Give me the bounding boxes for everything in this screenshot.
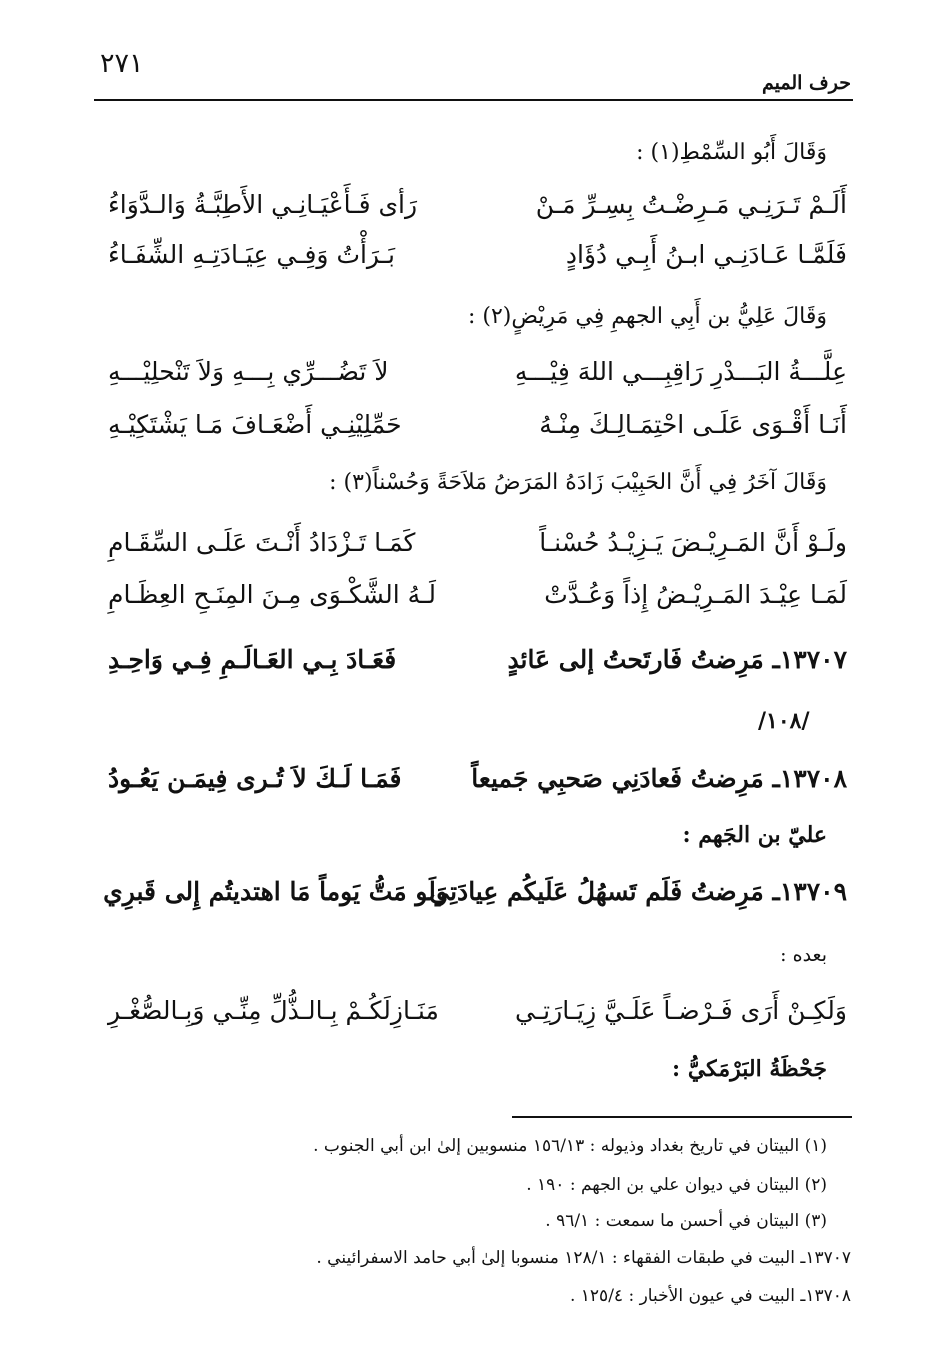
entry-13707-number: ١٣٧٠٧ـ xyxy=(772,645,847,674)
entry-13708-number: ١٣٧٠٨ـ xyxy=(772,764,847,793)
entry-13708-second-hemistich: فَمَـا لَـكَ لاَ تُـرى فِيمَـن يَعُـودُ xyxy=(108,764,402,793)
verse-2-second-hemistich: بَـرَأْتُ وَفِـي عِيَـادَتِـهِ الشِّفَـاءُ xyxy=(108,240,396,269)
entry-13707-reference: /١٠٨/ xyxy=(758,708,810,734)
entry-13709-text: مَرِضتُ فَلَم تَسهُلُ عَلَيكُم عِيادَتِي xyxy=(429,877,764,906)
label-after-it: بعده : xyxy=(780,944,827,966)
verse-4-second-hemistich: حَمِّلِيْنِـي أَضْعَـافَ مَـا يَشْتَكِيْـهِ xyxy=(108,410,402,439)
verse-6-second-hemistich: لَـهُ الشَّكْـوَى مِـنَ المِنَـحِ العِظَـامِ xyxy=(108,580,436,609)
verse-after-first-hemistich: وَلَكِـنْ أَرَى فَـرْضـاً عَلَـيَّ زِيَـارَتِـي xyxy=(515,996,847,1025)
verse-1-second-hemistich: رَأى فَـأَعْيَـانِـي الأَطِبَّـةُ وَالـدَّوَاءُ xyxy=(108,190,418,219)
entry-13709-first-hemistich xyxy=(429,877,847,906)
verse-5-first-hemistich: ولَـوْ أَنَّ المَـرِيْـضَ يَـزِيْـدُ حُسْنـاً xyxy=(539,528,847,557)
verse-3-first-hemistich: عِلَّـــةُ البَـــدْرِ رَاقِبِـــي اللهَ فِيْـــهِ xyxy=(514,357,847,386)
verse-4-first-hemistich: أَنَـا أَقْـوَى عَلَـى احْتِمَـالِـكَ مِنْـهُ xyxy=(539,410,847,439)
entry-13709-second-hemistich: وَلَو مَتُّ يَوماً مَا اهتديتُم إِلى قَبرِي xyxy=(103,877,448,906)
footnote-1: (١) البيتان في تاريخ بغداد وذيوله : ١٥٦/١٣ منسوبين إلىٰ ابن أبي الجنوب . xyxy=(313,1136,827,1156)
entry-13707-second-hemistich: فَعَـادَ بِـي العَـالَـمِ فِـي وَاحِـدِ xyxy=(108,645,397,674)
entry-13707-first-hemistich xyxy=(497,645,847,674)
footnote-13707: ١٣٧٠٧ـ البيت في طبقات الفقهاء : ١٢٨/١ منسوبا إلىٰ أبي حامد الاسفرائيني . xyxy=(316,1248,851,1268)
entry-13707-text: مَرِضتُ فَارتَحتُ إلى عَائدٍ xyxy=(507,645,764,674)
intro-ali-ibn-al-jahm: وَقَالَ عَلِيُّ بن أَبِي الجهمِ فِي مَرِيْضٍ(٢) : xyxy=(467,304,827,329)
intro-another-poet: وَقَالَ آخَرُ فِي أَنَّ الحَبِيْبَ زَادَهُ المَرَضُ مَلاَحَةً وَحُسْناً(٣) : xyxy=(329,470,827,495)
page-number: ٢٧١ xyxy=(100,48,144,79)
entry-13708-first-hemistich xyxy=(471,764,847,793)
intro-abu-al-simt: وَقَالَ أَبُو السِّمْطِ(١) : xyxy=(636,140,827,165)
header-rule xyxy=(94,99,853,101)
entry-13709-number: ١٣٧٠٩ـ xyxy=(772,877,847,906)
running-head: حرف الميم xyxy=(762,72,851,94)
footnote-2: (٢) البيتان في ديوان علي بن الجهم : ١٩٠ . xyxy=(526,1175,827,1195)
attribution-ali-ibn-al-jahm: عليّ بن الجَهم : xyxy=(682,822,827,848)
verse-2-first-hemistich: فَلَمَّـا عَـادَنِـي ابـنُ أَبِـي دُؤَادٍ xyxy=(565,240,847,269)
verse-after-second-hemistich: مَنَـازِلَكُـمْ بِـالـذُّلِّ مِنِّـي وَبِـالصُّغْـرِ xyxy=(108,996,439,1025)
attribution-jahza-al-barmaki: جَحْظَةُ البَرْمَكيُّ : xyxy=(672,1056,827,1082)
verse-6-first-hemistich: لَمَـا عِيْـدَ المَـرِيْـضُ إِذاً وَعُـدَّتْ xyxy=(544,580,847,609)
footnote-rule xyxy=(512,1116,852,1118)
footnote-13708: ١٣٧٠٨ـ البيت في عيون الأخبار : ١٢٥/٤ . xyxy=(569,1286,851,1306)
footnote-3: (٣) البيتان في أحسن ما سمعت : ٩٦/١ . xyxy=(545,1211,827,1231)
verse-1-first-hemistich: أَلَـمْ تَـرَنِـي مَـرِضْـتُ بِسِـرِّ مَـنْ xyxy=(535,190,847,219)
verse-3-second-hemistich: لاَ تَضُـــرِّي بِـــهِ وَلاَ تَنْحلِيْـــهِ xyxy=(108,357,389,386)
entry-13708-text: مَرِضتُ فَعادَنِي صَحبِي جَميعاً xyxy=(471,764,764,793)
verse-5-second-hemistich: كَمَـا تَـزْدَادُ أَنْـتَ عَلَـى السِّقَـامِ xyxy=(108,528,416,557)
